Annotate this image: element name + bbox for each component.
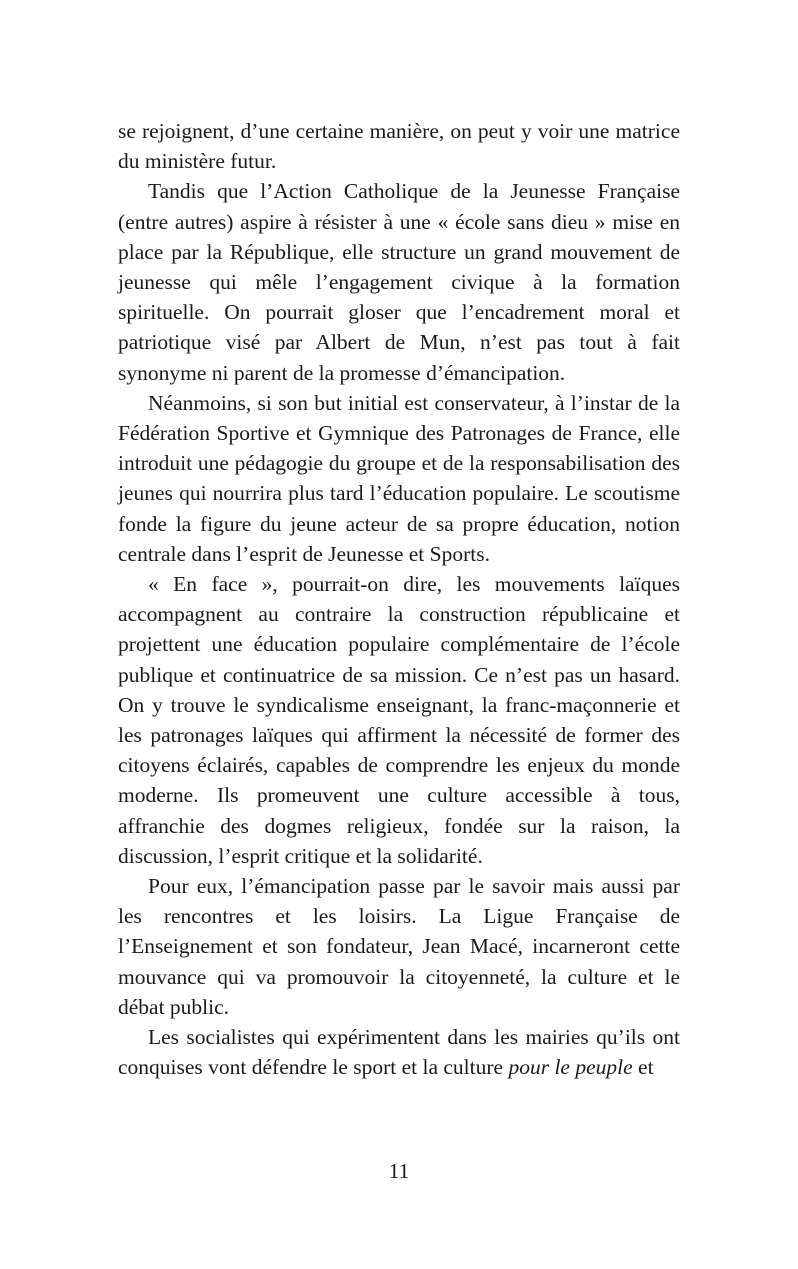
paragraph-6-italic: pour le peuple — [508, 1055, 633, 1080]
paragraph-4: « En face », pourrait-on dire, les mouvements laïques accompagnent au contraire la construction républicaine et projettent une éducation populaire complémentaire de l’école publique et continuatrice de sa mission. Ce n’est pas un hasard. On y trouve le syndicalisme enseignant, la franc-maçonnerie et les patronages laïques qui affirment la nécessité de former des citoyens éclairés, capables de comprendre les enjeux du monde moderne. Ils promeuvent une culture accessible à tous, affranchie des dogmes religieux, fondée sur la raison, la discussion, l’esprit critique et la solidarité. — [118, 572, 680, 868]
page-number: 11 — [388, 1159, 410, 1183]
paragraph-1: se rejoignent, d’une certaine manière, on peut y voir une matrice du ministère futur. — [118, 119, 680, 174]
paragraph-3: Néanmoins, si son but initial est conservateur, à l’instar de la Fédération Sportive et Gymnique des Patronages de France, elle introduit une pédagogie du groupe et de la responsabilisation des jeunes qui nourrira plus tard l’éducation populaire. Le scoutisme fonde la figure du jeune acteur de sa propre éducation, notion centrale dans l’esprit de Jeunesse et Sports. — [118, 390, 680, 566]
paragraph-5: Pour eux, l’émancipation passe par le savoir mais aussi par les rencontres et les loisirs. La Ligue Française de l’Enseignement et son fondateur, Jean Macé, incarneront cette mouvance qui va promouvoir la citoyenneté, la culture et le débat public. — [118, 874, 680, 1019]
paragraph-2: Tandis que l’Action Catholique de la Jeunesse Française (entre autres) aspire à résister à une « école sans dieu » mise en place par la République, elle structure un grand mouvement de jeunesse qui mêle l’engagement civique à la formation spirituelle. On pourrait gloser que l’encadrement moral et patriotique visé par Albert de Mun, n’est pas tout à fait synonyme ni parent de la promesse d’émancipation. — [118, 179, 680, 385]
body-text — [118, 116, 680, 1083]
paragraph-6-end: et — [632, 1055, 654, 1080]
paragraph-6-start: Les socialistes qui expérimentent dans les mairies qu’ils ont conquises vont défendre le sport et la culture — [118, 1025, 680, 1080]
paragraph-6 — [118, 1022, 680, 1082]
